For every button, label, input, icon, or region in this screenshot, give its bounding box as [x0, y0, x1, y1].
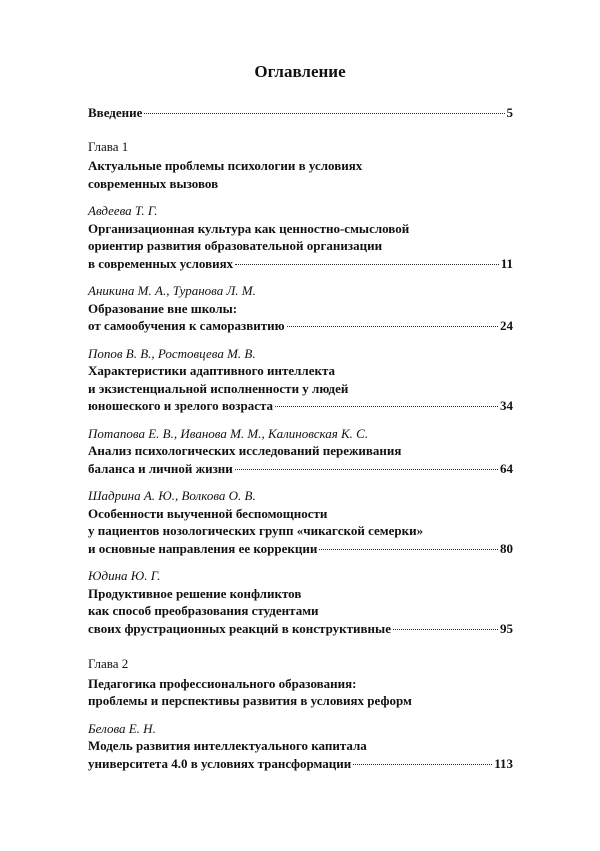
dot-leader: [275, 406, 498, 407]
chapter-title-line: современных вызовов: [88, 175, 219, 191]
dot-leader: [319, 549, 498, 550]
dot-leader: [393, 629, 498, 630]
entry-title-line: в современных условиях: [88, 255, 234, 271]
table-of-contents: [88, 104, 513, 772]
entry-authors: Попов В. В., Ростовцева М. В.: [88, 345, 256, 361]
toc-entry[interactable]: [88, 425, 513, 478]
page-number: 34: [500, 398, 513, 413]
entry-last-line: [88, 755, 513, 773]
entry-title-line: университета 4.0 в условиях трансформации: [88, 755, 352, 771]
dot-leader: [287, 326, 498, 327]
chapter-label: Глава 1: [88, 138, 129, 154]
toc-entry[interactable]: [88, 282, 513, 335]
chapter-title-line: Педагогика профессионального образования:: [88, 675, 357, 691]
entry-last-line: [88, 460, 513, 478]
page-number: 64: [500, 460, 513, 476]
chapter-1-entries: [88, 202, 513, 637]
entry-title: Введение: [88, 105, 143, 120]
toc-intro-entry[interactable]: [88, 104, 513, 122]
entry-title-line: от самообучения к саморазвитию: [88, 318, 285, 333]
chapter-1: [88, 138, 513, 193]
dot-leader: [144, 113, 504, 114]
chapter-title-line: Актуальные проблемы психологии в условиях: [88, 158, 363, 173]
entry-title-line: баланса и личной жизни: [88, 460, 233, 476]
entry-authors: Юдина Ю. Г.: [88, 568, 161, 583]
page-number: 80: [500, 540, 513, 556]
entry-title-line: Продуктивное решение конфликтов: [88, 585, 302, 601]
chapter-2-entries: [88, 720, 513, 773]
entry-last-line: [88, 620, 513, 638]
entry-title-line: и экзистенциальной исполненности у людей: [88, 380, 349, 396]
entry-title-line: своих фрустрационных реакций в конструктивные: [88, 620, 391, 636]
chapter-label: Глава 2: [88, 656, 129, 671]
entry-authors: Белова Е. Н.: [88, 720, 156, 736]
entry-last-line: [88, 255, 513, 273]
entry-authors: Шадрина А. Ю., Волкова О. В.: [88, 488, 256, 503]
entry-last-line: [88, 397, 513, 415]
page-number: 5: [506, 105, 513, 120]
page-number: 113: [494, 755, 513, 771]
toc-entry[interactable]: [88, 202, 513, 272]
chapter-title: [88, 157, 513, 192]
page-title: Оглавление: [254, 62, 346, 81]
entry-last-line: [88, 317, 513, 335]
entry-authors: Потапова Е. В., Иванова М. М., Калиновская К. С.: [88, 425, 369, 441]
entry-title-line: Организационная культура как ценностно-смысловой: [88, 220, 410, 236]
chapter-title: [88, 675, 513, 710]
toc-entry[interactable]: [88, 345, 513, 415]
entry-title-line: и основные направления ее коррекции: [88, 540, 318, 556]
toc-entry[interactable]: [88, 720, 513, 773]
entry-title-line: Характеристики адаптивного интеллекта: [88, 363, 335, 378]
chapter-2: [88, 655, 513, 710]
entry-authors: Авдеева Т. Г.: [88, 203, 158, 218]
dot-leader: [353, 764, 492, 765]
entry-title-line: как способ преобразования студентами: [88, 603, 319, 618]
chapter-title-line: проблемы и перспективы развития в условиях реформ: [88, 693, 412, 708]
dot-leader: [235, 469, 498, 470]
entry-title-line: у пациентов нозологических групп «чикагской семерки»: [88, 523, 424, 538]
entry-last-line: [88, 540, 513, 558]
entry-authors: Аникина М. А., Туранова Л. М.: [88, 283, 256, 298]
entry-title-line: Образование вне школы:: [88, 300, 238, 316]
entry-title-line: юношеского и зрелого возраста: [88, 398, 274, 413]
entry-title-line: Особенности выученной беспомощности: [88, 505, 328, 521]
entry-title-line: ориентир развития образовательной организации: [88, 238, 383, 253]
toc-entry[interactable]: [88, 487, 513, 557]
page-number: 11: [500, 255, 513, 271]
toc-entry[interactable]: [88, 567, 513, 637]
dot-leader: [235, 264, 499, 265]
entry-title-line: Модель развития интеллектуального капитала: [88, 738, 367, 753]
entry-title-line: Анализ психологических исследований переживания: [88, 443, 402, 458]
page-number: 24: [500, 318, 513, 333]
page-number: 95: [500, 620, 513, 636]
